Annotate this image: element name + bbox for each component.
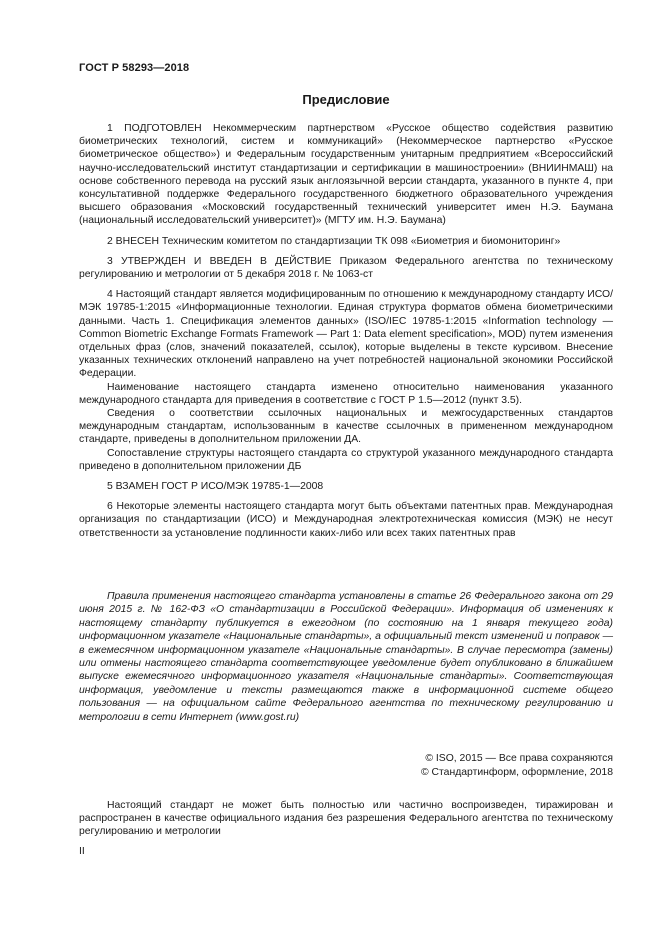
copyright-iso: © ISO, 2015 — Все права сохраняются bbox=[425, 753, 613, 764]
paragraph-approved: 3 УТВЕРЖДЕН И ВВЕДЕН В ДЕЙСТВИЕ Приказом Федерального агентства по техническому регулированию и метрологии от 5 декабря 2018 г. № 1063-ст bbox=[79, 255, 613, 281]
legal-notice: Настоящий стандарт не может быть полностью или частично воспроизведен, тиражирован и распространен в качестве официального издания без разрешения Федерального агентства по техническому регулированию и метрологии bbox=[79, 800, 613, 838]
paragraph-introduced: 2 ВНЕСЕН Техническим комитетом по стандартизации ТК 098 «Биометрия и биомониторинг» bbox=[107, 235, 561, 247]
application-rules-notice: Правила применения настоящего стандарта установлены в статье 26 Федерального закона от 29 июня 2015 г. № 162-ФЗ «О стандартизации в Российской Федерации». Информация об изменениях к настоящему стандарту публикуется в ежегодном (по состоянию на 1 января текущего года) информационном указателе «Национальные стандарты», а официальный текст изменений и поправок — в ежемесячном информационном указателе «Национальные стандарты». В случае пересмотра (замены) или отмены настоящего стандарта соответствующее уведомление будет опубликовано в ближайшем выпуске ежемесячного информационного указателя «Национальные стандарты». Соответствующая информация, уведомление и тексты размещаются также в информационной системе общего пользования — на официальном сайте Федерального агентства по техническому регулированию и метрологии в сети Интернет (www.gost.ru) bbox=[79, 591, 613, 723]
foreword-body bbox=[79, 122, 613, 540]
standard-code: ГОСТ Р 58293—2018 bbox=[79, 62, 190, 74]
page-number: II bbox=[79, 846, 85, 857]
paragraph-structure: Сопоставление структуры настоящего стандарта со структурой указанного международного стандарта приведено в дополнительном приложении ДБ bbox=[79, 447, 613, 472]
paragraph-replaces: 5 ВЗАМЕН ГОСТ Р ИСО/МЭК 19785-1—2008 bbox=[107, 481, 324, 493]
copyright-standartinform: © Стандартинформ, оформление, 2018 bbox=[420, 767, 613, 778]
page-title: Предисловие bbox=[302, 92, 390, 107]
paragraph-patents: 6 Некоторые элементы настоящего стандарта могут быть объектами патентных прав. Международная организация по стандартизации (ИСО) и Международная электротехническая комиссия (МЭК) не несут ответственности за установление подлинности каких-либо или всех таких патентных прав bbox=[79, 501, 613, 539]
paragraph-prepared: 1 ПОДГОТОВЛЕН Некоммерческим партнерством «Русское общество содействия развитию биометрических технологий, систем и коммуникаций» (Некоммерческое партнерство «Русское биометрическое общество») и Федеральным государственным унитарным предприятием «Всероссийский научно-исследовательский институт стандартизации и сертификации в машиностроении» (ВНИИНМАШ) на основе собственного перевода на русский язык англоязычной версии стандарта, указанного в пункте 4, при консультативной поддержке Федерального государственного бюджетного образовательного учреждения высшего образования «Московский государственный технический университет имен Н.Э. Баумана (национальный исследовательский университет)» (МГТУ им. Н.Э. Баумана) bbox=[79, 123, 613, 227]
copyright-block bbox=[421, 752, 613, 780]
paragraph-references: Сведения о соответствии ссылочных национальных и межгосударственных стандартов международным стандартам, использованным в качестве ссылочных в примененном международном стандарте, приведены в дополнительном приложении ДА. bbox=[79, 408, 613, 446]
paragraph-name-changed: Наименование настоящего стандарта изменено относительно наименования указанного международного стандарта для приведения в соответствие с ГОСТ Р 1.5—2012 (пункт 3.5). bbox=[79, 381, 613, 406]
paragraph-modified: 4 Настоящий стандарт является модифицированным по отношению к международному стандарту ИСО/МЭК 19785-1:2015 «Информационные технологии. Единая структура форматов обмена биометрическими данными. Часть 1. Спецификация элементов данных» (ISO/IEC 19785-1:2015 «Information technology — Common Biometric Exchange Formats Framework — Part 1: Data element specification», MOD) путем изменения отдельных фраз (слов, значений показателей, ссылок), которые выделены в тексте курсивом. Внесение указанных технических отклонений направлено на учет потребностей национальной экономики Российской Федерации. bbox=[79, 289, 613, 380]
